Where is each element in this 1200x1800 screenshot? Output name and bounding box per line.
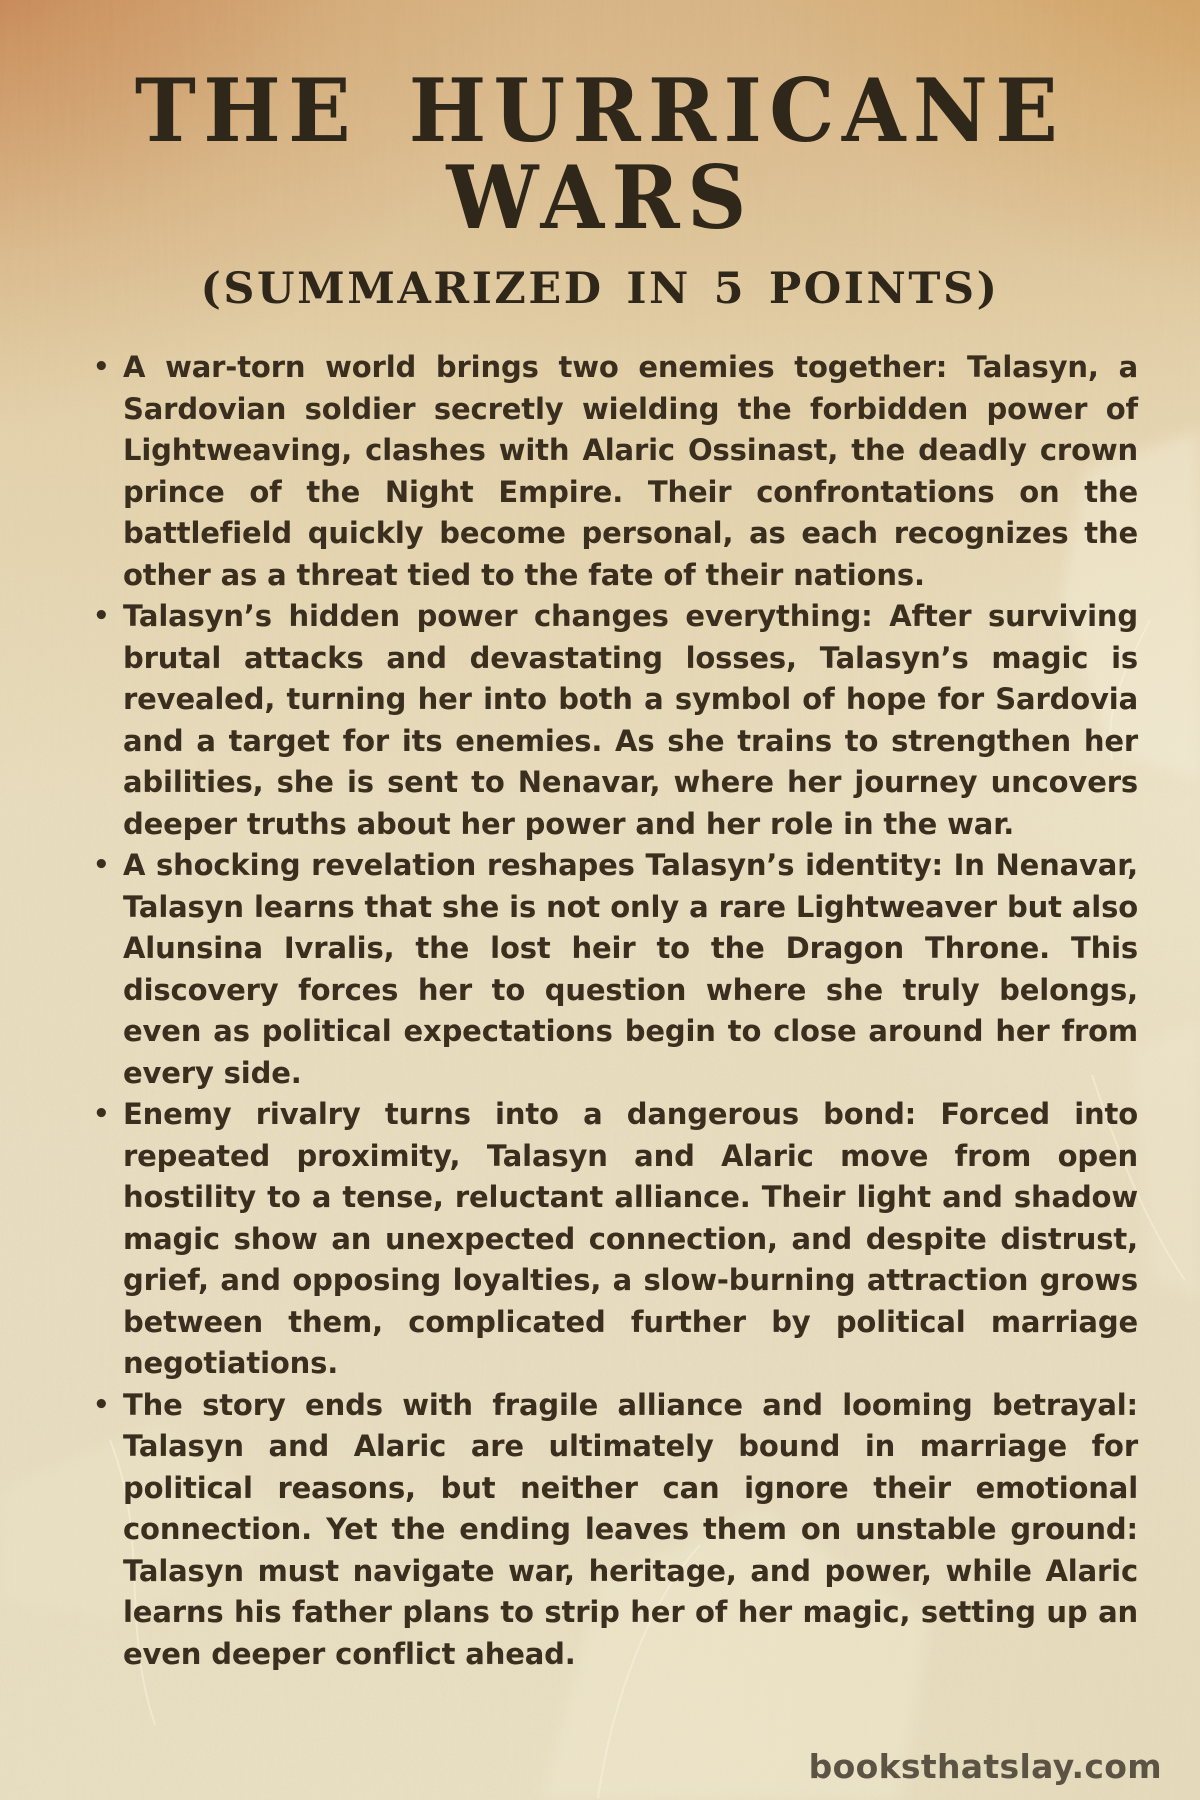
summary-point: • A shocking revelation reshapes Talasyn’s identity: In Nenavar, Talasyn learns that she is not only a rare Lightweaver but also Alunsina Ivralis, the lost heir to the Dragon Throne. This discovery forces her to question where she truly belongs, even as political expectations begin to close around her from every side. bbox=[123, 845, 1138, 1094]
summary-point: • Talasyn’s hidden power changes everything: After surviving brutal attacks and devastating losses, Talasyn’s magic is revealed, turning her into both a symbol of hope for Sardovia and a target for its enemies. As she trains to strengthen her abilities, she is sent to Nenavar, where her journey uncovers deeper truths about her power and her role in the war. bbox=[123, 596, 1138, 845]
summary-section bbox=[0, 347, 1200, 1675]
poster-header bbox=[0, 0, 1200, 314]
summary-point: • The story ends with fragile alliance and looming betrayal: Talasyn and Alaric are ultimately bound in marriage for political reasons, but neither can ignore their emotional connection. Yet the ending leaves them on unstable ground: Talasyn must navigate war, heritage, and power, while Alaric learns his father plans to strip her of her magic, setting up an even deeper conflict ahead. bbox=[123, 1385, 1138, 1676]
watermark: booksthatslay.com bbox=[808, 1747, 1162, 1786]
page-title: THE HURRICANE WARS bbox=[134, 60, 1066, 250]
summary-list bbox=[0, 347, 1200, 1675]
summary-point: • Enemy rivalry turns into a dangerous bond: Forced into repeated proximity, Talasyn and Alaric move from open hostility to a tense, reluctant alliance. Their light and shadow magic show an unexpected connection, and despite distrust, grief, and opposing loyalties, a slow-burning attraction grows between them, complicated further by political marriage negotiations. bbox=[123, 1094, 1138, 1385]
page-subtitle: (SUMMARIZED IN 5 POINTS) bbox=[200, 264, 1000, 314]
summary-point: • A war-torn world brings two enemies together: Talasyn, a Sardovian soldier secretly wielding the forbidden power of Lightweaving, clashes with Alaric Ossinast, the deadly crown prince of the Night Empire. Their confrontations on the battlefield quickly become personal, as each recognizes the other as a threat tied to the fate of their nations. bbox=[123, 347, 1138, 596]
